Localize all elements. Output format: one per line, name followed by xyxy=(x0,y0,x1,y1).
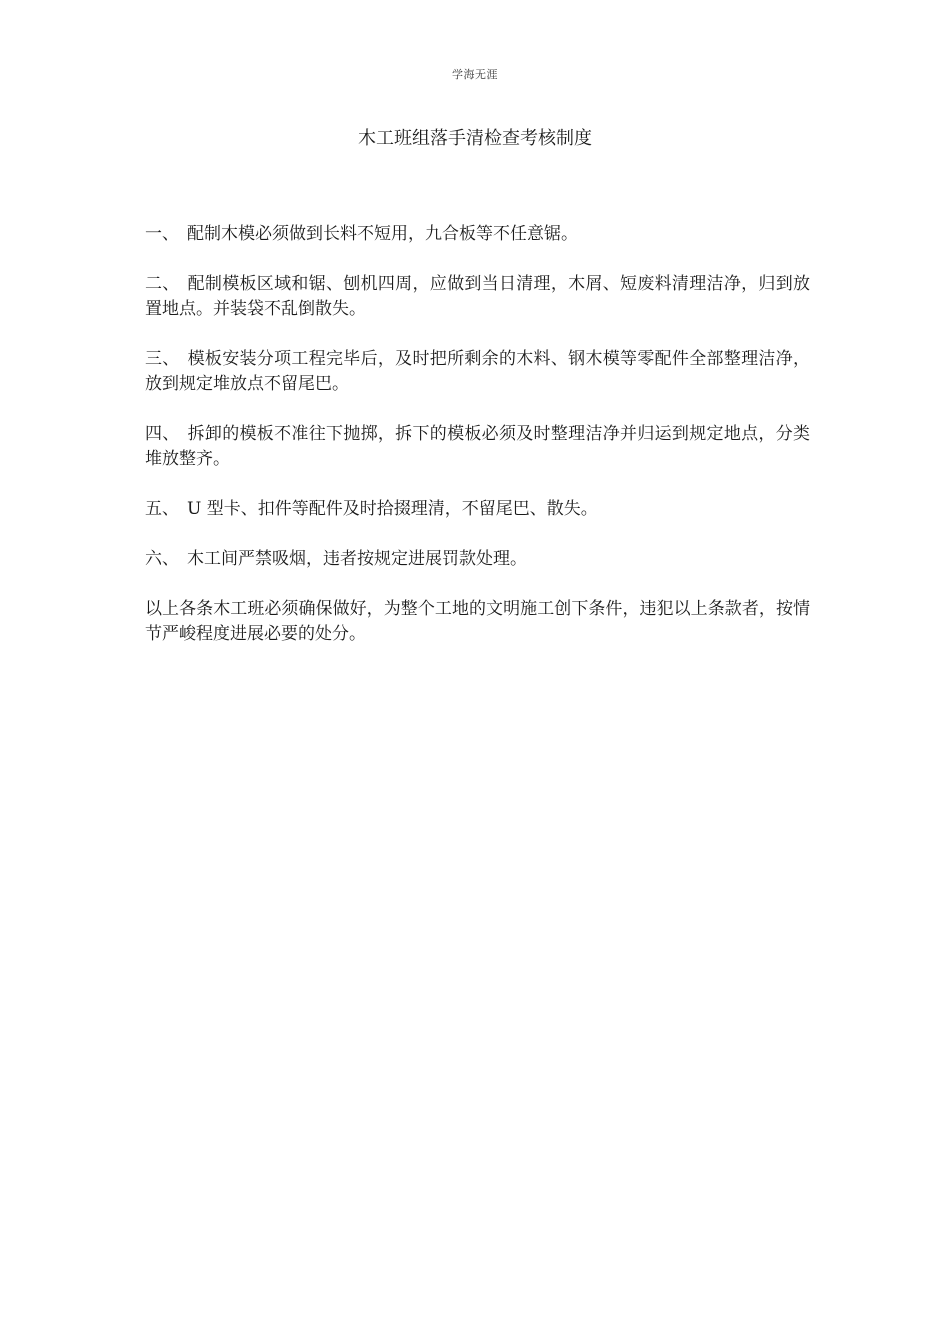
rule-number: 六、 xyxy=(145,549,179,569)
rule-text: 配制木模必须做到长料不短用，九合板等不任意锯。 xyxy=(187,224,578,244)
rule-number: 四、 xyxy=(145,424,180,444)
rule-item-5 xyxy=(145,497,810,522)
rule-number: 五、 xyxy=(145,499,179,519)
rule-number: 二、 xyxy=(145,274,180,294)
rule-item-1 xyxy=(145,222,810,247)
rule-item-6 xyxy=(145,547,810,572)
rule-text: 拆卸的模板不准往下抛掷，拆下的模板必须及时整理洁净并归运到规定地点，分类堆放整齐。 xyxy=(145,424,811,469)
rule-item-2 xyxy=(145,272,810,322)
rule-text: U 型卡、扣件等配件及时拾掇理清，不留尾巴、散失。 xyxy=(187,499,598,519)
rule-item-4 xyxy=(145,422,810,472)
closing-paragraph: 以上各条木工班必须确保做好，为整个工地的文明施工创下条件，违犯以上条款者，按情节严峻程度进展必要的处分。 xyxy=(145,599,810,644)
rule-number: 一、 xyxy=(145,224,179,244)
rule-text: 配制模板区域和锯、刨机四周，应做到当日清理，木屑、短废料清理洁净，归到放置地点。并装袋不乱倒散失。 xyxy=(145,274,811,319)
document-body xyxy=(145,222,810,672)
page-header: 学海无涯 xyxy=(452,68,498,81)
rule-number: 三、 xyxy=(145,349,180,369)
rule-text: 木工间严禁吸烟，违者按规定进展罚款处理。 xyxy=(187,549,527,569)
rule-text: 模板安装分项工程完毕后，及时把所剩余的木料、钢木模等零配件全部整理洁净，放到规定堆放点不留尾巴。 xyxy=(145,349,811,394)
document-title: 木工班组落手清检查考核制度 xyxy=(358,128,592,149)
rule-item-3 xyxy=(145,347,810,397)
